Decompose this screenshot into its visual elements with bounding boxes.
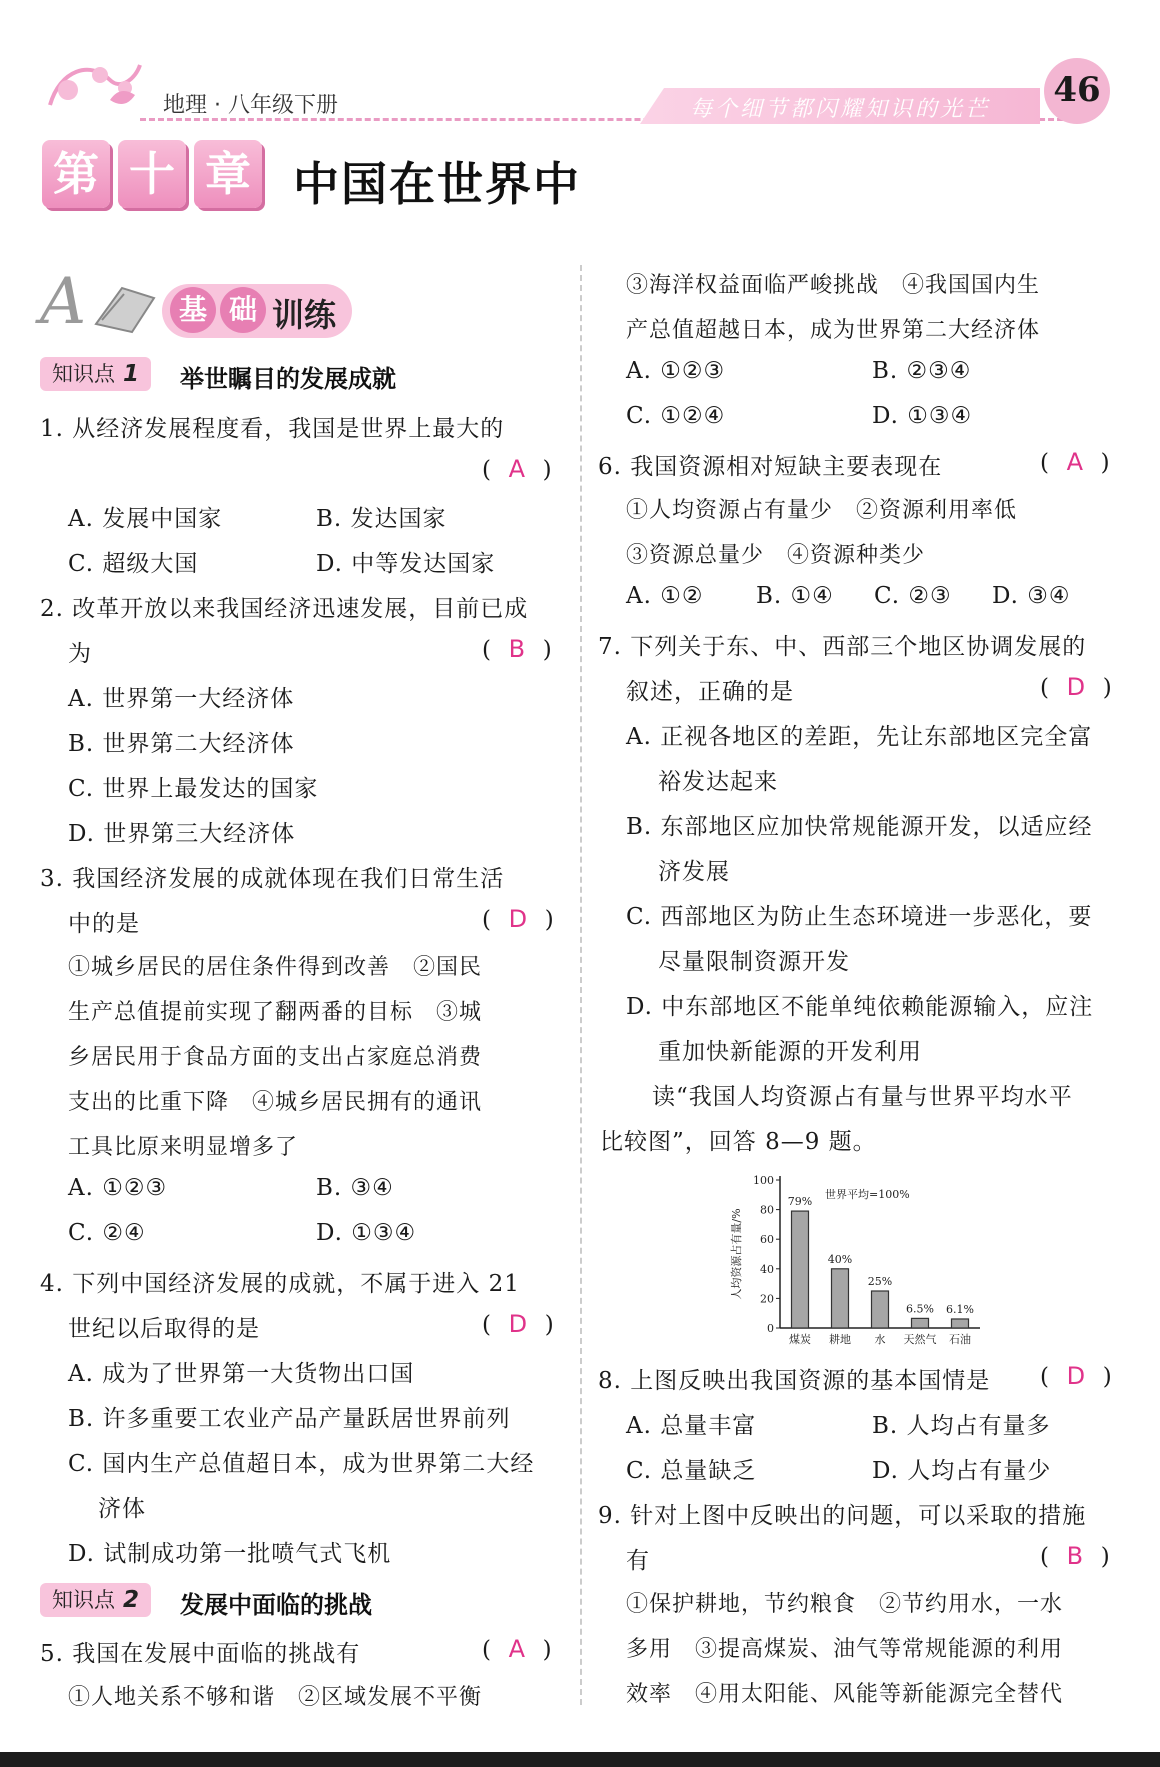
- q7-option-a-cont: 裕发达起来: [658, 769, 778, 795]
- data-label-1: 79%: [787, 1195, 813, 1209]
- q5-body-line-3: 产总值超越日本，成为世界第二大经济体: [626, 318, 1041, 343]
- q5-body-line-1: ①人地关系不够和谐 ②区域发展不平衡: [68, 1685, 483, 1710]
- category-label-3: 水: [874, 1333, 886, 1346]
- q6-option-b: B. ①④: [756, 583, 834, 609]
- q4-option-a: A. 成为了世界第一大货物出口国: [68, 1361, 415, 1387]
- chapter-box-3: 章: [194, 140, 262, 208]
- intro89-line-1: 读“我国人均资源占有量与世界平均水平: [652, 1084, 1073, 1110]
- q3-option-b: B. ③④: [316, 1175, 394, 1201]
- q1-option-a: A. 发展中国家: [68, 506, 223, 532]
- q3-body-line-5: 工具比原来明显增多了: [68, 1135, 299, 1160]
- q4-stem-cont: 世纪以后取得的是: [68, 1316, 260, 1342]
- data-label-2: 40%: [827, 1252, 853, 1266]
- q9-body-line-2: 多用 ③提高煤炭、油气等常规能源的利用: [626, 1637, 1064, 1662]
- q7-option-d-cont: 重加快新能源的开发利用: [658, 1039, 922, 1065]
- q8-option-b: B. 人均占有量多: [872, 1413, 1051, 1439]
- y-tick-label: 100: [753, 1174, 774, 1187]
- q7-option-b-cont: 济发展: [658, 859, 730, 885]
- q3-answer: ( D ): [482, 905, 555, 933]
- section-letter: A: [40, 265, 87, 339]
- q6-stem: 6. 我国资源相对短缺主要表现在: [598, 454, 943, 480]
- y-tick-label: 20: [760, 1292, 774, 1306]
- bar-4: [912, 1318, 929, 1328]
- category-label-2: 耕地: [829, 1333, 851, 1346]
- q9-body-line-3: 效率 ④用太阳能、风能等新能源完全替代: [626, 1682, 1064, 1707]
- q3-body-line-3: 乡居民用于食品方面的支出占家庭总消费: [68, 1045, 483, 1070]
- q3-body-line-1: ①城乡居民的居住条件得到改善 ②国民: [68, 955, 483, 980]
- q3-option-a: A. ①②③: [68, 1175, 168, 1201]
- q3-stem-cont: 中的是: [68, 911, 140, 937]
- q2-answer: ( B ): [482, 635, 553, 663]
- q1-option-c: C. 超级大国: [68, 551, 199, 577]
- bar-3: [872, 1291, 889, 1328]
- q7-option-c: C. 西部地区为防止生态环境进一步恶化，要: [626, 904, 1093, 930]
- q2-option-d: D. 世界第三大经济体: [68, 821, 296, 847]
- q8-option-c: C. 总量缺乏: [626, 1458, 757, 1484]
- q7-option-c-cont: 尽量限制资源开发: [658, 949, 850, 975]
- q5-option-c: C. ①②④: [626, 403, 726, 429]
- q2-option-c: C. 世界上最发达的国家: [68, 776, 319, 802]
- q2-option-a: A. 世界第一大经济体: [68, 686, 295, 712]
- page-number: 46: [1053, 70, 1101, 110]
- q1-answer: ( A ): [482, 455, 553, 483]
- intro89-line-2: 比较图”，回答 8—9 题。: [600, 1129, 877, 1155]
- q1-stem: 1. 从经济发展程度看，我国是世界上最大的: [40, 416, 505, 442]
- q4-answer: ( D ): [482, 1310, 555, 1338]
- q6-body-line-1: ①人均资源占有量少 ②资源利用率低: [626, 498, 1018, 523]
- subject-label: 地理 · 八年级下册: [163, 93, 338, 118]
- data-label-4: 6.5%: [906, 1302, 934, 1316]
- q6-option-d: D. ③④: [992, 583, 1071, 609]
- q8-answer: ( D ): [1040, 1362, 1113, 1390]
- q9-body-line-1: ①保护耕地，节约粮食 ②节约用水，一水: [626, 1592, 1064, 1617]
- kp1-badge: 知识点 1: [40, 357, 151, 391]
- q7-option-d: D. 中东部地区不能单纯依赖能源输入，应注: [626, 994, 1094, 1020]
- q3-body-line-4: 支出的比重下降 ④城乡居民拥有的通讯: [68, 1090, 483, 1115]
- q9-stem: 9. 针对上图中反映出的问题，可以采取的措施: [598, 1503, 1087, 1529]
- q6-answer: ( A ): [1040, 448, 1111, 476]
- section-circle-2: 础: [220, 287, 266, 333]
- q3-stem: 3. 我国经济发展的成就体现在我们日常生活: [40, 866, 505, 892]
- q2-option-b: B. 世界第二大经济体: [68, 731, 295, 757]
- q5-body-line-2: ③海洋权益面临严峻挑战 ④我国国内生: [626, 273, 1041, 298]
- data-label-3: 25%: [867, 1275, 893, 1288]
- y-tick-label: 80: [760, 1203, 774, 1217]
- kp1-title: 举世瞩目的发展成就: [180, 365, 396, 393]
- book-icon: [92, 280, 158, 334]
- chapter-box-2: 十: [118, 140, 186, 208]
- q5-stem: 5. 我国在发展中面临的挑战有: [40, 1641, 361, 1667]
- q8-option-d: D. 人均占有量少: [872, 1458, 1052, 1484]
- q4-option-c: C. 国内生产总值超日本，成为世界第二大经: [68, 1451, 535, 1477]
- q4-stem: 4. 下列中国经济发展的成就，不属于进入 21: [40, 1271, 520, 1297]
- section-title: 训练: [272, 296, 337, 334]
- q4-option-c-cont: 济体: [98, 1496, 146, 1522]
- q7-stem: 7. 下列关于东、中、西部三个地区协调发展的: [598, 634, 1087, 660]
- kp2-badge: 知识点 2: [40, 1583, 151, 1617]
- q1-option-d: D. 中等发达国家: [316, 551, 496, 577]
- section-circle-1: 基: [170, 287, 216, 333]
- chapter-title: 中国在世界中: [293, 157, 581, 211]
- chart-annotation: 世界平均=100%: [825, 1188, 910, 1201]
- bar-1: [792, 1211, 809, 1328]
- bottom-bar: [0, 1752, 1160, 1767]
- q7-option-a: A. 正视各地区的差距，先让东部地区完全富: [626, 724, 1093, 750]
- q6-body-line-2: ③资源总量少 ④资源种类少: [626, 543, 926, 568]
- q5-option-b: B. ②③④: [872, 358, 972, 384]
- category-label-1: 煤炭: [789, 1333, 811, 1346]
- y-tick-label: 40: [760, 1262, 774, 1276]
- category-label-4: 天然气: [903, 1333, 937, 1346]
- y-tick-label: 60: [760, 1233, 774, 1247]
- chapter-box-1: 第: [42, 140, 110, 208]
- category-label-5: 石油: [949, 1333, 971, 1346]
- kp2-title: 发展中面临的挑战: [180, 1591, 372, 1619]
- q4-option-d: D. 试制成功第一批喷气式飞机: [68, 1541, 392, 1567]
- floral-ornament-icon: [40, 50, 150, 120]
- y-axis-label: 人均资源占有量/%: [730, 1208, 743, 1300]
- q2-stem-cont: 为: [68, 641, 92, 667]
- q1-option-b: B. 发达国家: [316, 506, 447, 532]
- q6-option-a: A. ①②: [626, 583, 704, 609]
- q3-option-d: D. ①③④: [316, 1220, 417, 1246]
- data-label-5: 6.1%: [946, 1302, 974, 1316]
- q5-answer: ( A ): [482, 1635, 553, 1663]
- q8-stem: 8. 上图反映出我国资源的基本国情是: [598, 1368, 991, 1394]
- resource-comparison-chart: [728, 1168, 990, 1350]
- q7-answer: ( D ): [1040, 673, 1113, 701]
- q5-option-a: A. ①②③: [626, 358, 726, 384]
- q2-stem: 2. 改革开放以来我国经济迅速发展，目前已成: [40, 596, 529, 622]
- q8-option-a: A. 总量丰富: [626, 1413, 757, 1439]
- q4-option-b: B. 许多重要工农业产品产量跃居世界前列: [68, 1406, 511, 1432]
- motto-text: 每个细节都闪耀知识的光芒: [690, 97, 991, 122]
- q3-option-c: C. ②④: [68, 1220, 146, 1246]
- q7-option-b: B. 东部地区应加快常规能源开发，以适应经: [626, 814, 1093, 840]
- q5-option-d: D. ①③④: [872, 403, 973, 429]
- q3-body-line-2: 生产总值提前实现了翻两番的目标 ③城: [68, 1000, 483, 1025]
- q9-answer: ( B ): [1040, 1542, 1111, 1570]
- y-tick-label: 0: [767, 1322, 774, 1335]
- q6-option-c: C. ②③: [874, 583, 952, 609]
- column-divider: [580, 265, 582, 1705]
- q9-stem-cont: 有: [626, 1548, 650, 1574]
- bar-5: [952, 1319, 969, 1328]
- q7-stem-cont: 叙述，正确的是: [626, 679, 794, 705]
- bar-2: [832, 1269, 849, 1328]
